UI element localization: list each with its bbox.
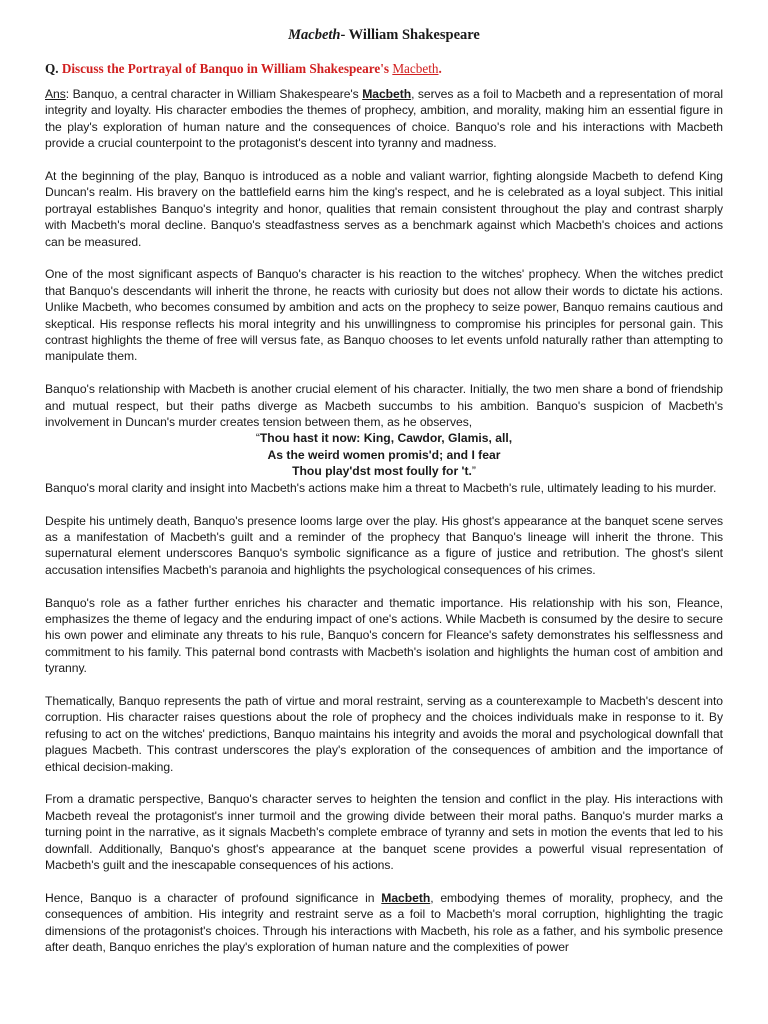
question-end: . xyxy=(438,61,442,76)
answer-colon: : xyxy=(65,87,70,101)
question-heading xyxy=(45,60,723,77)
quote-line-1 xyxy=(45,430,723,446)
title-author: - William Shakespeare xyxy=(340,27,480,43)
question-play-link: Macbeth xyxy=(392,61,439,76)
paragraph-7: Banquo's role as a father further enriches his character and thematic importance. His relationship with his son, Fleance, emphasizes the theme of legacy and the enduring impact of one's actions. While Macbeth is consumed by the desire to secure his own power and eliminate any threats to his rule, Banquo's concern for Fleance's safety demonstrates his selflessness and commitment to his family. This paternal bond contrasts with Macbeth's isolation and highlights the human cost of ambition and tyranny. xyxy=(45,595,723,676)
title-play-name: Macbeth xyxy=(288,27,341,43)
paragraph-10-text-b: , embodying themes of morality, prophecy, and the consequences of ambition. His integrity and restraint serve as a foil to Macbeth's moral corruption, highlighting the tragic dimensions of the protagonist's choices. Through his interactions with Macbeth, his role as a father, and his symbolic presence after death, Banquo enriches the play's exploration of human nature and the complexities of power xyxy=(45,890,723,954)
question-label: Q. xyxy=(45,61,59,76)
paragraph-2: At the beginning of the play, Banquo is introduced as a noble and valiant warrior, fighting alongside Macbeth to defend King Duncan's realm. His bravery on the battlefield earns him the king's respect, and he is celebrated as a loyal subject. This initial portrayal establishes Banquo's integrity and honor, qualities that remain consistent throughout the play and contrast sharply with Macbeth's moral decline. Banquo's steadfastness serves as a benchmark against which Macbeth's choices and actions can be measured. xyxy=(45,169,723,249)
paragraph-3: One of the most significant aspects of Banquo's character is his reaction to the witches' prophecy. When the witches predict that Banquo's descendants will inherit the throne, he reacts with curiosity but does not allow their words to dictate his actions. Unlike Macbeth, who becomes consumed by ambition and acts on the prophecy to seize power, Banquo remains cautious and skeptical. His response reflects his moral integrity and his unwillingness to compromise his principles for personal gain. This contrast highlights the theme of free will versus fate, as Banquo chooses to let events unfold naturally rather than attempting to manipulate them. xyxy=(45,267,723,364)
page-title xyxy=(45,26,723,44)
answer-paragraph-1 xyxy=(45,86,723,152)
quote-line-3 xyxy=(45,463,723,479)
quote-line-2: As the weird women promis'd; and I fear xyxy=(267,447,501,462)
question-text: Discuss the Portrayal of Banquo in William Shakespeare's xyxy=(61,61,390,76)
paragraph-8: Thematically, Banquo represents the path of virtue and moral restraint, serving as a counterexample to Macbeth's descent into corruption. His character raises questions about the role of prophecy and the choices individuals make in response to it. By refusing to act on the witches' predictions, Banquo maintains his integrity and avoids the moral and psychological downfall that plagues Macbeth. This contrast underscores the play's exploration of the consequences of ambition and the importance of ethical decision-making. xyxy=(45,693,723,774)
paragraph-4: Banquo's relationship with Macbeth is another crucial element of his character. Initially, the two men share a bond of friendship and mutual respect, but their paths diverge as Macbeth succumbs to his ambition. Banquo's suspicion of Macbeth's involvement in Duncan's murder creates tension between them, as he observes, xyxy=(45,382,723,430)
answer-text-b: , serves as a foil to Macbeth and a representation of moral integrity and loyalty. His character embodies the themes of prophecy, ambition, and morality, making him an essential figure in the play's exploration of human nature and the consequences of choice. Banquo's role and his interactions with Macbeth provide a crucial counterpoint to the protagonist's descent into tyranny and madness. xyxy=(45,87,723,151)
quote-close-mark: ” xyxy=(471,464,476,479)
quote-block xyxy=(45,430,723,479)
paragraph-6: Despite his untimely death, Banquo's presence looms large over the play. His ghost's appearance at the banquet scene serves as a manifestation of Macbeth's guilt and a reminder of the prophecy that Banquo's lineage will inherit the throne. This supernatural element underscores Banquo's symbolic significance as a figure of justice and retribution. The ghost's silent accusation intensifies Macbeth's paranoia and highlights the psychological consequences of his crimes. xyxy=(45,513,723,577)
paragraph-10-text-a: Hence, Banquo is a character of profound significance in xyxy=(45,890,382,905)
paragraph-9: From a dramatic perspective, Banquo's character serves to heighten the tension and conflict in the play. His interactions with Macbeth reveal the protagonist's inner turmoil and the growing divide between their moral paths. Banquo's murder marks a turning point in the narrative, as it signals Macbeth's complete embrace of tyranny and sets in motion the events that led to his downfall. Additionally, Banquo's ghost's appearance at the banquet scene provides a powerful visual representation of Macbeth's guilt and the inescapable consequences of his actions. xyxy=(45,792,723,872)
quote-line-3-text: Thou play'dst most foully for 't. xyxy=(292,464,472,479)
quote-line-1-text: Thou hast it now: King, Cawdor, Glamis, all, xyxy=(259,431,513,446)
paragraph-5: Banquo's moral clarity and insight into Macbeth's actions make him a threat to Macbeth's rule, ultimately leading to his murder. xyxy=(45,480,717,495)
quote-open-mark: “ xyxy=(255,431,260,446)
paragraph-10-play-name: Macbeth xyxy=(381,890,431,905)
answer-label: Ans xyxy=(45,87,66,101)
answer-text-a: Banquo, a central character in William Shakespeare's xyxy=(69,87,363,101)
paragraph-10 xyxy=(45,890,723,956)
answer-play-name: Macbeth xyxy=(362,87,412,101)
